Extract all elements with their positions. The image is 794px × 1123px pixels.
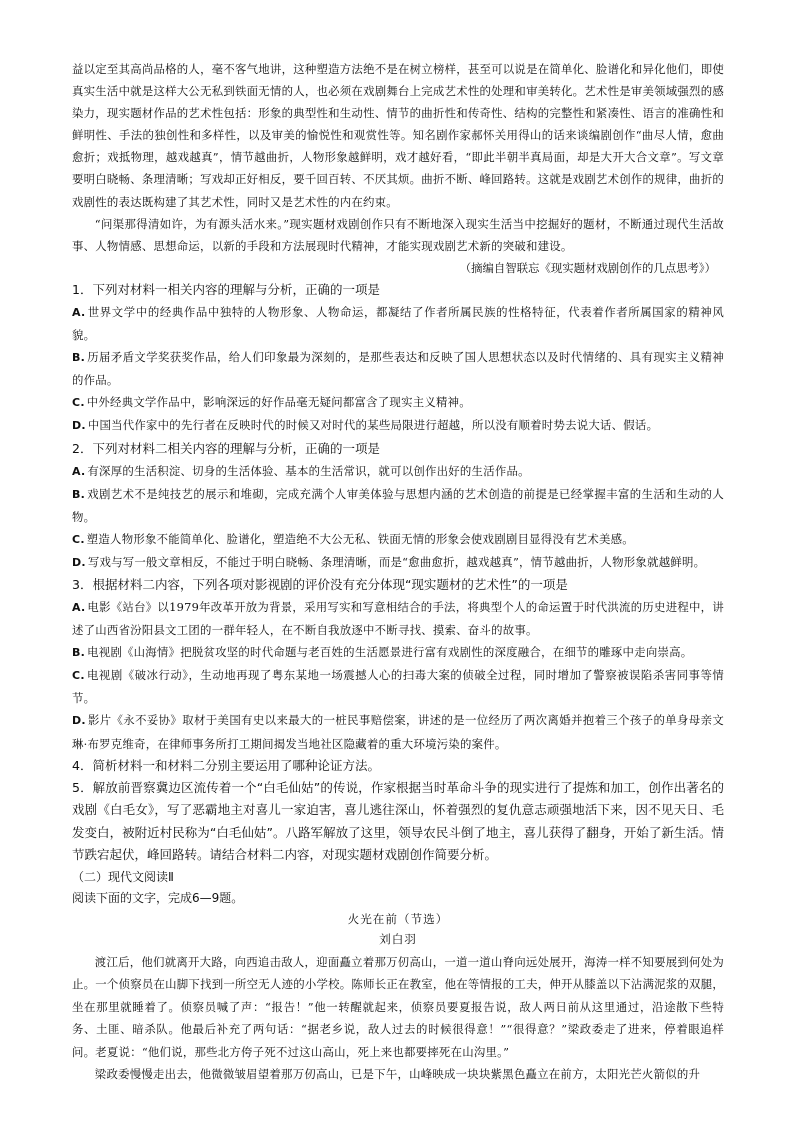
passage-paragraph: 益以定至其高尚品格的人，毫不客气地讲，这种塑造方法绝不是在树立榜样，甚至可以说是在简单化、脸谱化和异化他们，即使真实生活中就是这样大公无私到铁面无情的人，也必须在戏剧舞台上完成艺术性的处理和审美转化。艺术性是审美领域强烈的感染力，现实题材作品的艺术性包括：形象的典型性和生动性、情节的曲折性和传奇性、结构的完整性和紧凑性、语言的准确性和鲜明性、手法的独创性和多样性，以及审美的愉悦性和观赏性等。知名剧作家郝怀关用得山的话来谈编剧创作“曲尽人情，愈曲愈折；戏抵物理，越戏越真”，情节越曲折，人物形象越鲜明，戏才越好看，“即此半朝半真局面，却是大开大合文章”。写文章要明白晓畅、条理清晰；写戏却正好相反，要千回百转、不厌其烦。曲折不断、峰回路转。这就是戏剧艺术创作的规律，曲折的戏剧性的表达既构建了其艺术性，同时又是艺术性的内在约束。 xyxy=(72,62,724,209)
option-d: D. 写戏与写一般文章相反，不能过于明白晓畅、条理清晰，而是“愈曲愈折，越戏越真”，情节越曲折，人物形象就越鲜明。 xyxy=(72,554,706,569)
story-author: 刘白羽 xyxy=(379,932,417,946)
option-b: B. 历届矛盾文学奖获奖作品，给人们印象最为深刻的，是那些表达和反映了国人思想状态以及时代情绪的、具有现实主义精神的作品。 xyxy=(72,350,724,388)
option-a: A. 世界文学中的经典作品中独特的人物形象、人物命运，都凝结了作者所属民族的性格特征，代表着作者所属国家的精神风貌。 xyxy=(72,304,724,343)
question-stem: 2．下列对材料二相关内容的理解与分析，正确的一项是 xyxy=(72,440,380,456)
question-stem: 3．根据材料二内容，下列各项对影视剧的评价没有充分体现“现实题材的艺术性”的一项是 xyxy=(72,576,568,592)
story-title: 火光在前（节选） xyxy=(347,912,449,926)
story-paragraph: 渡江后，他们就离开大路，向西追击敌人，迎面矗立着那万仞高山，一道一道山脊向远处展开，海涛一样不知要展到何处为止。一个侦察员在山脚下找到一所空无人迹的小学校。陈师长正在教室，他在等情报的工夫，伸开从膝盖以下沾满泥浆的双腿，坐在那里就睡着了。侦察员喊了声：“报告！”他一转醒就起来，侦察员要夏报告说，敌人两日前从这里通过，沿途散下些特务、土匪、暗杀队。他最后补充了两句话：“据老乡说，敌人过去的时候很得意！”“很得意？”梁政委走了进来，停着眼追样问。老夏说：“他们说，那些北方侉子死不过这山高山，死上来也都要摔死在山沟里。” xyxy=(72,955,724,1059)
option-b: B. 电视剧《山海情》把脱贫攻坚的时代命题与老百姓的生活愿景进行富有戏剧性的深度融合，在细节的雕琢中走向崇高。 xyxy=(72,645,693,660)
question-stem: 1．下列对材料一相关内容的理解与分析，正确的一项是 xyxy=(72,281,380,297)
question-3 xyxy=(72,574,724,755)
question-1 xyxy=(72,279,724,438)
passage-paragraph: “问渠那得清如许，为有源头活水来。”现实题材戏剧创作只有不断地深入现实生活当中挖掘好的题材，不断通过现代生活故事、人物情感、思想命运，以新的手段和方法展现时代精神，才能实现戏剧艺术新的突破和建设。 xyxy=(72,216,724,253)
section-instruction: 阅读下面的文字，完成6—9题。 xyxy=(72,891,244,905)
option-c: C. 电视剧《破冰行动》，生动地再现了粤东某地一场震撼人心的扫毒大案的侦破全过程，同时增加了警察被误陷杀害同事等情节。 xyxy=(72,668,724,706)
passage-source: （摘编自智联忘《现实题材戏剧创作的几点思考》） xyxy=(459,260,716,275)
question-4: 4．简析材料一和材料二分别主要运用了哪种论证方法。 xyxy=(72,757,380,773)
option-c: C. 中外经典文学作品中，影响深远的好作品毫无疑问都富含了现实主义精神。 xyxy=(72,395,471,410)
option-a: A. 有深厚的生活积淀、切身的生活体验、基本的生活常识，就可以创作出好的生活作品。 xyxy=(72,463,530,478)
option-d: D. 中国当代作家中的先行者在反映时代的时候又对时代的某些局限进行超越，所以没有顺着时势去说大话、假话。 xyxy=(72,418,659,433)
question-2 xyxy=(72,438,724,574)
section-heading: （二）现代文阅读Ⅱ xyxy=(72,870,174,884)
story-paragraph: 梁政委慢慢走出去，他微微皱眉望着那万仞高山，已是下午，山峰映成一块块紫黑色矗立在前方，太阳光芒火箭似的升 xyxy=(94,1067,701,1082)
option-b: B. 戏剧艺术不是纯技艺的展示和堆砌，完成充满个人审美体验与思想内涵的艺术创造的前提是已经掌握丰富的生活和生动的人物。 xyxy=(72,486,724,524)
question-5: 5．解放前晋察冀边区流传着一个“白毛仙姑”的传说，作家根据当时革命斗争的现实进行了提炼和加工，创作出著名的戏剧《白毛女》，写了恶霸地主对喜儿一家迫害，喜儿逃往深山，怀着强烈的复仇意志顽强地活下来，因不见天日、毛发变白，被附近村民称为“白毛仙姑”。八路军解放了这里，领导农民斗倒了地主，喜儿获得了翻身，开始了新生活。情节跌宕起伏，峰回路转。请结合材料二内容，对现实题材戏剧创作简要分析。 xyxy=(72,779,724,863)
document-page xyxy=(72,58,724,1085)
section-2 xyxy=(72,867,724,1085)
option-a: A. 电影《站台》以1979年改革开放为背景，采用写实和写意相结合的手法，将典型个人的命运置于时代洪流的历史进程中，讲述了山西省汾阳县文工团的一群年轻人，在不断自我放逐中不断寻找、摸索、奋斗的故事。 xyxy=(72,599,724,638)
option-c: C. 塑造人物形象不能简单化、脸谱化，塑造绝不大公无私、铁面无情的形象会使戏剧剧目显得没有艺术美感。 xyxy=(72,531,634,546)
option-d: D. 影片《永不妥协》取材于美国有史以来最大的一桩民事赔偿案，讲述的是一位经历了两次离婚并抱着三个孩子的单身母亲文琳·布罗克维奇，在律师事务所打工期间揭发当地社区隐藏着的重大环境污染的案件。 xyxy=(72,713,724,751)
